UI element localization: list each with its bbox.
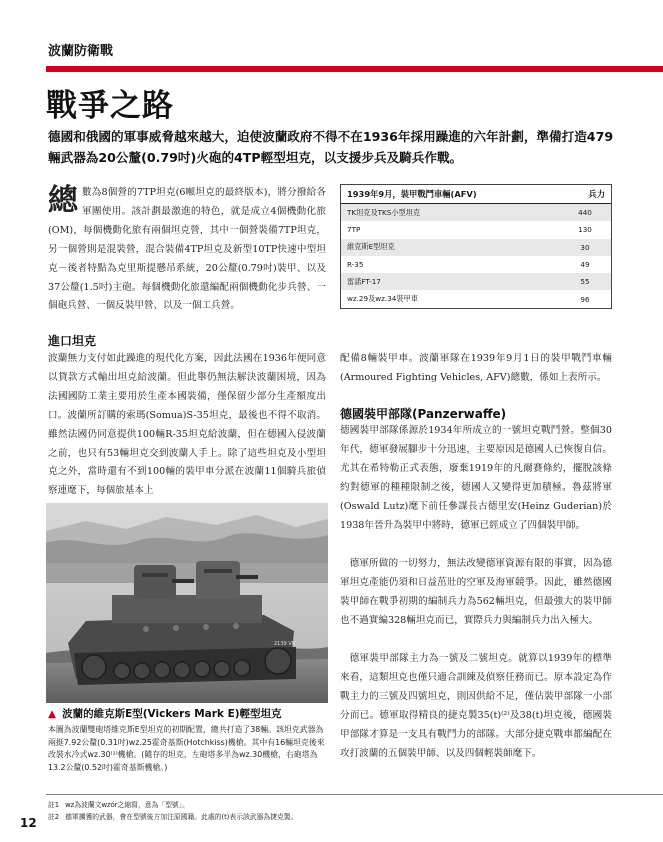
afv-strength-table bbox=[340, 184, 612, 309]
page-title: 戰爭之路 bbox=[46, 88, 174, 124]
row-value: 49 bbox=[580, 260, 590, 270]
footnote-divider bbox=[46, 794, 663, 795]
table-row bbox=[341, 204, 611, 221]
panzerwaffe-paragraph-1: 德國裝甲部隊係源於1934年所成立的一號坦克戰鬥營。整個30年代，德軍發展腳步十分迅速，主要原因是德國人已恢復自信。尤其在希特勒正式表態，廢棄1919年的凡爾賽條約，擺脫該條約對德軍的種種限制之後，德國人又變得更加積極。魯茲將軍(Oswald Lutz)麾下前任參謀長古德里安(Heinz Guderian)於1938年晉升為裝甲中將時，德軍已經成立了四個裝甲師。 bbox=[340, 425, 612, 531]
import-heading: 進口坦克 bbox=[48, 334, 97, 348]
panzerwaffe-paragraph-2: 德軍所做的一切努力，無法改變德軍資源有限的事實，因為德軍坦克產能仍須和日益茁壯的空軍及海軍競爭。因此，雖然德國裝甲師在戰爭初期的編制兵力為562輛坦克，但最強大的裝甲師也不過實編328輛坦克而已，實際兵力與編制兵力出入極大。 bbox=[340, 558, 612, 626]
footnote-id: 註1 bbox=[48, 801, 60, 809]
caption-title-text: 波蘭的維克斯E型(Vickers Mark E)輕型坦克 bbox=[62, 708, 282, 720]
footnote bbox=[48, 799, 297, 811]
row-value: 55 bbox=[580, 277, 590, 287]
header-red-rule bbox=[46, 66, 663, 72]
row-name: TK坦克及TKS小型坦克 bbox=[347, 207, 421, 217]
row-value: 96 bbox=[580, 294, 590, 304]
footnote-text: 德軍擄獲的武器，會在型號後方加注原國籍。此處的(t)表示該武器為捷克製。 bbox=[65, 813, 298, 821]
footnote-id: 註2 bbox=[48, 813, 60, 821]
intro-text: 數為8個營的7TP坦克(6噸坦克的最終版本)，將分撥給各軍團使用。該計劃最激進的特色，就是成立4個機動化旅(OM)，每個機動化旅有兩個坦克營，其中一個營裝備7TP坦克，另一個營則是混裝營，混合裝備4TP坦克及新型10TP快速中型坦克－後者特點為克里斯提懸吊系統，20公釐(0.79吋)裝甲、以及37公釐(1.5吋)主砲。每個機動化旅還編配兩個機動化步兵營、一個砲兵營、一個反裝甲營、以及一個工兵營。 bbox=[48, 187, 326, 312]
row-name: 維克斯E型坦克 bbox=[347, 242, 395, 252]
caption-text: 本圖為波蘭雙砲塔維克斯E型坦克的初期配置，總共打造了38輛。該坦克武器為兩挺7.92公釐(0.31吋)wz.25霍奇基斯(Hotchkiss)機槍。其中有16輛坦克後來改裝水冷式wz.30⁽¹⁾機槍。(隨存的坦克，左砲塔多半為wz.30機槍，右砲塔為13.2公釐(0.52吋)霍奇基斯機槍。) bbox=[48, 725, 325, 773]
row-name: 雷諾FT-17 bbox=[347, 276, 381, 286]
row-name: 7TP bbox=[347, 225, 361, 235]
vickers-tank-illustration bbox=[46, 503, 328, 703]
intro-paragraph bbox=[48, 184, 326, 316]
page-number: 12 bbox=[20, 816, 37, 830]
dropcap: 總 bbox=[48, 183, 78, 218]
table-row bbox=[341, 290, 611, 307]
row-name: wz.29及wz.34裝甲車 bbox=[347, 294, 418, 304]
tank-marking: 2139 VII bbox=[274, 641, 295, 647]
footnote bbox=[48, 811, 297, 823]
table-row bbox=[341, 221, 611, 238]
afv-table-header bbox=[341, 185, 611, 204]
table-row bbox=[341, 273, 611, 290]
afv-table-body bbox=[341, 204, 611, 308]
row-value: 130 bbox=[578, 225, 592, 235]
tank-photo bbox=[46, 503, 328, 703]
panzerwaffe-paragraph-3: 德軍裝甲部隊主力為一號及二號坦克。就算以1939年的標準來看，這類坦克也僅只適合訓練及偵察任務而已。原本設定為作戰主力的三號及四號坦克，則因供給不足，僅佔裝甲部隊一小部分而已。德軍取得精良的捷克製35(t)⁽²⁾及38(t)坦克後，德國裝甲部隊才算是一支具有戰鬥力的部隊。大部分捷克戰車都編配在攻打波蘭的五個裝甲師、以及四個輕裝師麾下。 bbox=[340, 653, 612, 759]
section-name: 波蘭防衛戰 bbox=[48, 44, 114, 59]
afv-table-title: 1939年9月，裝甲戰鬥車輛(AFV) bbox=[347, 189, 477, 199]
table-row bbox=[341, 239, 611, 256]
footnote-text: wz為波蘭文wzór之縮寫，意為「型號」。 bbox=[65, 801, 189, 809]
import-paragraph-continued: 配備8輛裝甲車。波蘭軍隊在1939年9月1日的裝甲戰鬥車輛(Armoured Fighting Vehicles, AFV)總數，係如上表所示。 bbox=[340, 353, 612, 383]
caption-title bbox=[48, 706, 282, 721]
row-name: R-35 bbox=[347, 260, 364, 270]
table-row bbox=[341, 256, 611, 273]
import-paragraph: 波蘭無力支付如此躁進的現代化方案，因此法國在1936年便同意以貸款方式輸出坦克給波蘭。但此舉仍無法解決波蘭困境，因為法國國防工業主要用於生產本國裝備，僅保留少部分生產額度出口。波蘭所訂購的索瑪(Somua)S-35坦克，最後也不得不取消。雖然法國仍同意提供100輛R-35坦克給波蘭，但在德國入侵波蘭之前，也只有53輛坦克交到波蘭人手上。除了這些坦克及小型坦克之外，當時還有不到100輛的裝甲車分派在波蘭11個騎兵旅偵察連麾下，每個旅基本上 bbox=[48, 353, 326, 497]
footnotes bbox=[48, 799, 297, 823]
panzerwaffe-heading: 德國裝甲部隊(Panzerwaffe) bbox=[340, 407, 507, 421]
lead-paragraph: 德國和俄國的軍事威脅越來越大，迫使波蘭政府不得不在1936年採用躁進的六年計劃，準備打造479輛武器為20公釐(0.79吋)火砲的4TP輕型坦克，以支援步兵及騎兵作戰。 bbox=[48, 129, 614, 165]
triangle-icon: ▲ bbox=[48, 708, 57, 720]
afv-strength-label: 兵力 bbox=[588, 189, 605, 199]
row-value: 440 bbox=[578, 208, 592, 218]
row-value: 30 bbox=[580, 242, 590, 252]
